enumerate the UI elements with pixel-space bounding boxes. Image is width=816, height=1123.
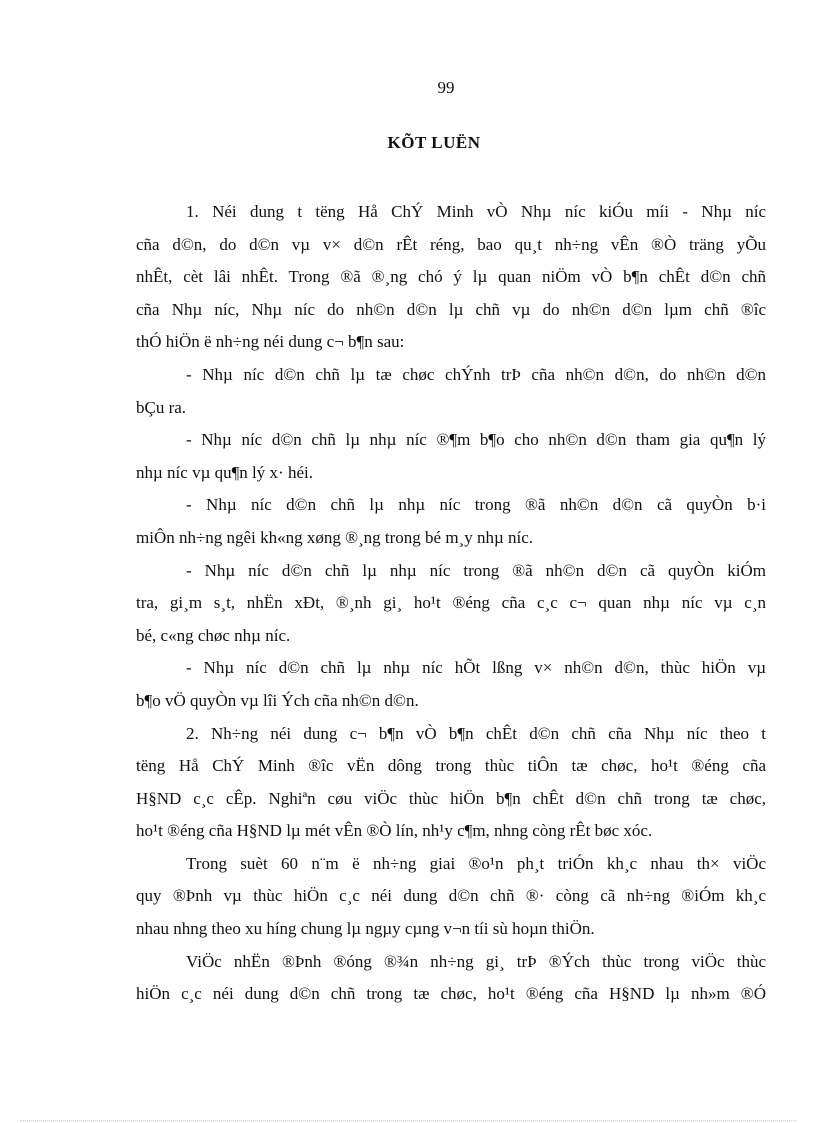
text-line: hiÖn c¸c néi dung d©n chñ trong tæ chøc, ho¹t ®éng cña H§ND lµ nh»m ®Ó <box>136 984 766 1004</box>
text-line: tëng Hå ChÝ Minh ®îc vËn dông trong thùc tiÔn tæ chøc, ho¹t ®éng cña <box>136 756 766 776</box>
text-line: - Nhµ níc d©n chñ lµ tæ chøc chÝnh trÞ cña nh©n d©n, do nh©n d©n <box>186 364 766 384</box>
text-line: nhÊt, cèt lâi nhÊt. Trong ®ã ®¸ng chó ý lµ quan niÖm vÒ b¶n chÊt d©n chñ <box>136 267 766 287</box>
text-line: bé, c«ng chøc nhµ níc. <box>136 625 291 645</box>
text-line: nhau nhng theo xu híng chung lµ ngµy cµng v¬n tíi sù hoµn thiÖn. <box>136 919 595 939</box>
text-line: cña Nhµ níc, Nhµ níc do nh©n d©n lµ chñ vµ do nh©n d©n lµm chñ ®îc <box>136 299 766 319</box>
text-line: ViÖc nhËn ®Þnh ®óng ®¾n nh÷ng gi¸ trÞ ®Ých thùc trong viÖc thùc <box>186 951 766 971</box>
text-line: b¶o vÖ quyÒn vµ lîi Ých cña nh©n d©n. <box>136 690 419 710</box>
text-line: bÇu ra. <box>136 397 187 417</box>
page-bottom-rule <box>20 1120 796 1121</box>
text-line: H§ND c¸c cÊp. Nghiªn cøu viÖc thùc hiÖn b¶n chÊt d©n chñ trong tæ chøc, <box>136 788 766 808</box>
text-line: quy ®Þnh vµ thùc hiÖn c¸c néi dung d©n chñ ®· còng cã nh÷ng ®iÓm kh¸c <box>136 886 766 906</box>
text-line: - Nhµ níc d©n chñ lµ nhµ níc trong ®ã nh©n d©n cã quyÒn b·i <box>186 495 766 515</box>
text-line: cña d©n, do d©n vµ v× d©n rÊt réng, bao qu¸t nh÷ng vÊn ®Ò träng yÕu <box>136 234 766 254</box>
text-line: - Nhµ níc d©n chñ lµ nhµ níc hÕt lßng v× nh©n d©n, thùc hiÖn vµ <box>186 658 766 678</box>
text-line: miÔn nh÷ng ngêi kh«ng xøng ®¸ng trong bé m¸y nhµ níc. <box>136 527 534 547</box>
text-line: ho¹t ®éng cña H§ND lµ mét vÊn ®Ò lín, nh¹y c¶m, nhng còng rÊt bøc xóc. <box>136 821 653 841</box>
text-line: 2. Nh÷ng néi dung c¬ b¶n vÒ b¶n chÊt d©n chñ cña Nhµ níc theo t <box>186 723 766 743</box>
text-line: - Nhµ níc d©n chñ lµ nhµ níc ®¶m b¶o cho nh©n d©n tham gia qu¶n lý <box>186 430 766 450</box>
page-number: 99 <box>437 78 455 97</box>
body-text <box>136 196 766 1011</box>
text-line: nhµ níc vµ qu¶n lý x· héi. <box>136 462 313 482</box>
text-line: tra, gi¸m s¸t, nhËn xÐt, ®¸nh gi¸ ho¹t ®éng cña c¸c c¬ quan nhµ níc vµ c¸n <box>136 593 766 613</box>
section-heading: KÕT LUËN <box>387 133 481 152</box>
text-line: - Nhµ níc d©n chñ lµ nhµ níc trong ®ã nh©n d©n cã quyÒn kiÓm <box>186 560 766 580</box>
text-line: Trong suèt 60 n¨m ë nh÷ng giai ®o¹n ph¸t triÓn kh¸c nhau th× viÖc <box>186 853 766 873</box>
text-line: thÓ hiÖn ë nh÷ng néi dung c¬ b¶n sau: <box>136 332 405 352</box>
text-line: 1. Néi dung t tëng Hå ChÝ Minh vÒ Nhµ níc kiÓu míi - Nhµ níc <box>186 202 766 221</box>
